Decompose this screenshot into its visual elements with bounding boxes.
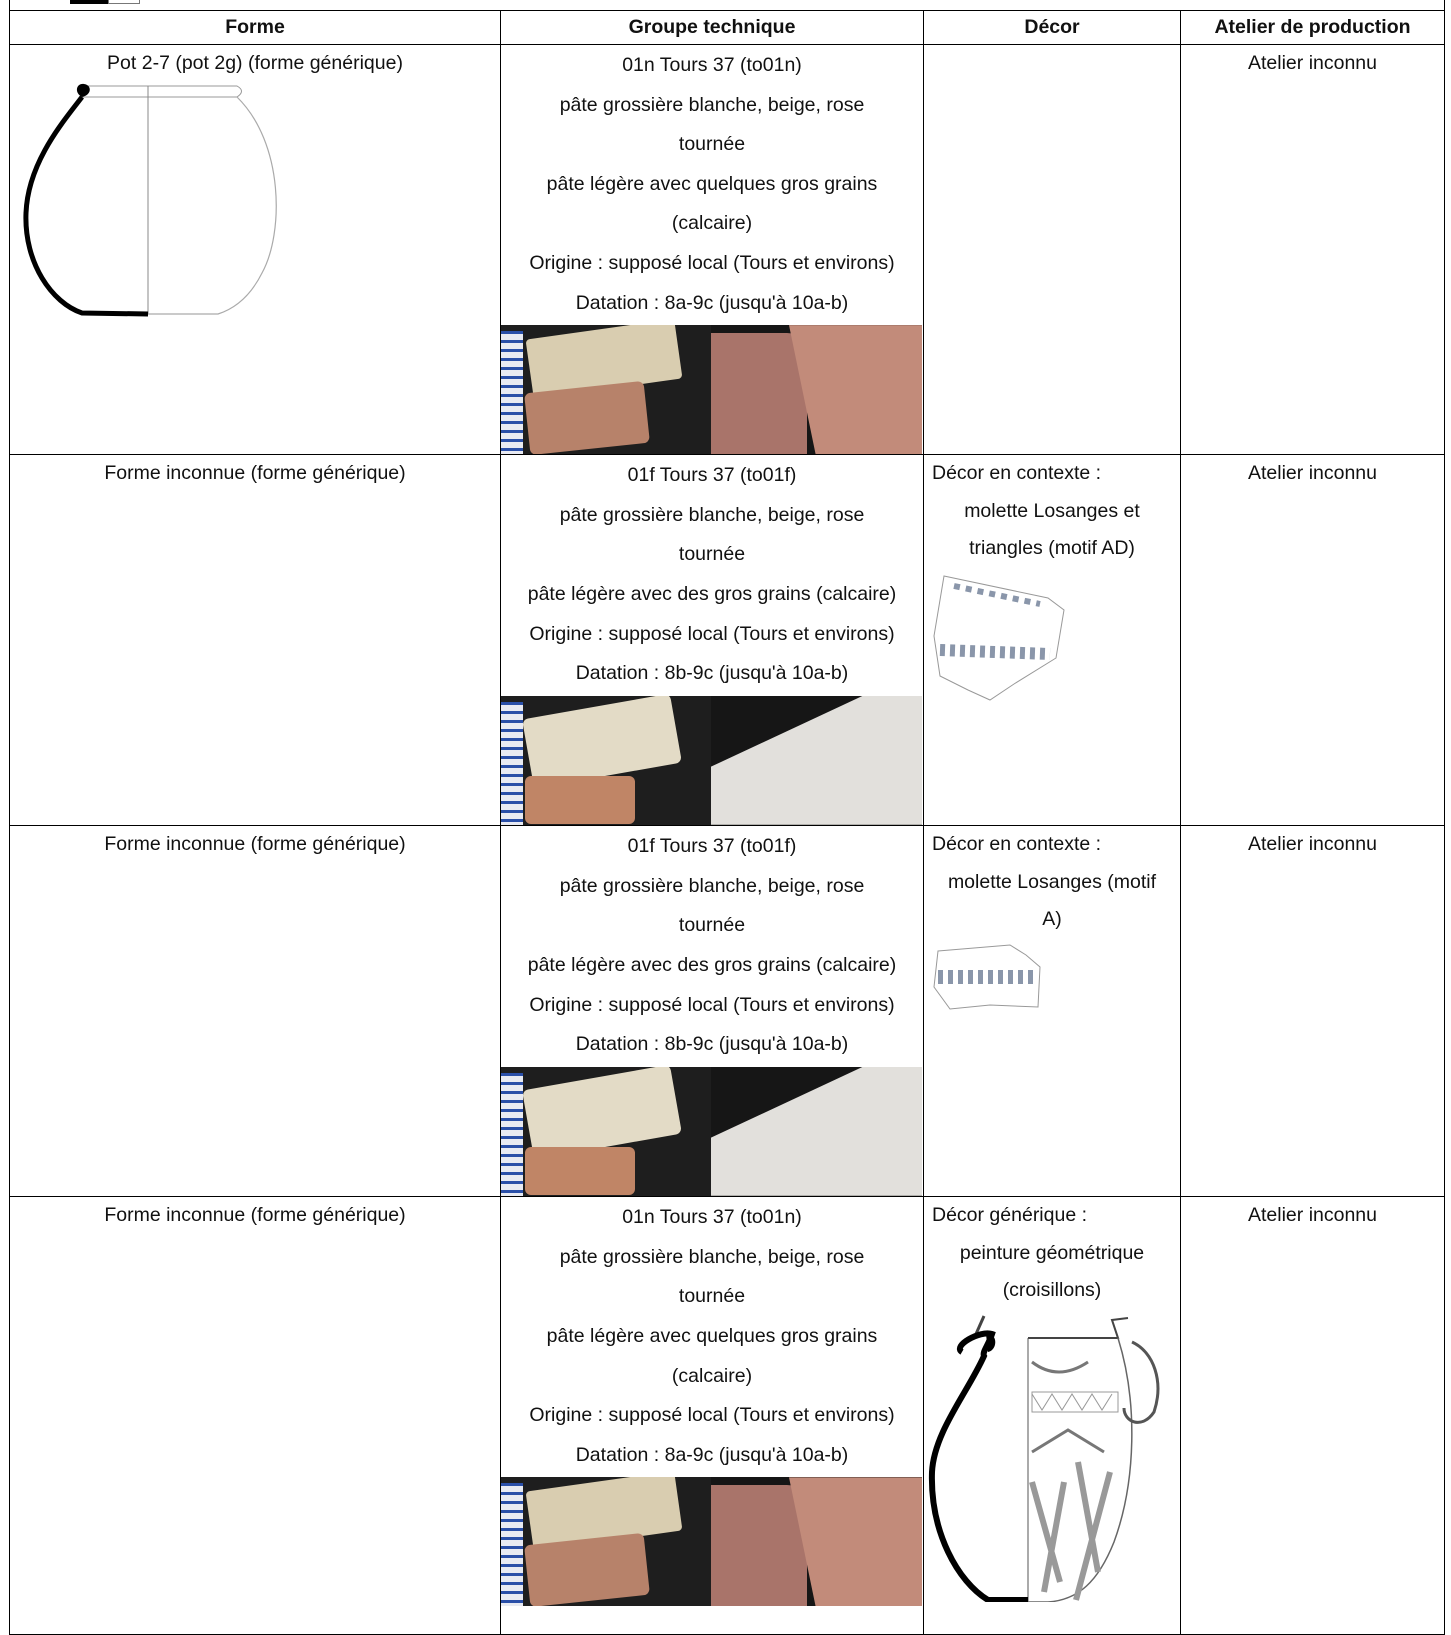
groupe-line: tournée bbox=[678, 914, 746, 937]
groupe-line: pâte grossière blanche, beige, rose bbox=[559, 503, 865, 526]
groupe-line: Origine : supposé local (Tours et environs) bbox=[529, 251, 895, 274]
cell-atelier bbox=[1181, 826, 1445, 1197]
groupe-line: 01f Tours 37 (to01f) bbox=[627, 464, 797, 487]
groupe-line: pâte grossière blanche, beige, rose bbox=[559, 874, 865, 897]
cell-forme bbox=[10, 455, 501, 826]
decor-line: (croisillons) bbox=[1002, 1279, 1102, 1302]
top-strip bbox=[9, 0, 1445, 10]
cell-groupe-technique bbox=[501, 826, 924, 1197]
groupe-line: 01n Tours 37 (to01n) bbox=[622, 1206, 802, 1229]
groupe-line: pâte légère avec des gros grains (calcaire) bbox=[527, 953, 897, 976]
scale-bar bbox=[501, 1073, 523, 1196]
cell-groupe-technique bbox=[501, 455, 924, 826]
groupe-line: Origine : supposé local (Tours et environs) bbox=[529, 993, 895, 1016]
fabric-section-photo bbox=[501, 696, 711, 825]
fabric-section-photo bbox=[501, 1477, 711, 1606]
decor-line: Décor générique : bbox=[932, 1204, 1088, 1227]
fabric-photos bbox=[501, 696, 922, 825]
groupe-line: pâte légère avec quelques gros grains bbox=[546, 1324, 878, 1347]
fabric-photos bbox=[501, 1477, 922, 1606]
groupe-line: Datation : 8a-9c (jusqu'à 10a-b) bbox=[575, 291, 849, 314]
cell-forme bbox=[10, 45, 501, 455]
fabric-section-photo bbox=[501, 1067, 711, 1196]
cell-atelier bbox=[1181, 1197, 1445, 1635]
table-row bbox=[10, 1197, 1445, 1635]
scale-bar bbox=[501, 702, 523, 825]
scale-logo bbox=[70, 0, 140, 4]
header-groupe-technique: Groupe technique bbox=[501, 11, 924, 45]
fabric-surface-photo bbox=[711, 325, 922, 454]
forme-label: Forme inconnue (forme générique) bbox=[104, 462, 406, 485]
atelier-label: Atelier inconnu bbox=[1248, 1204, 1377, 1227]
groupe-line: pâte légère avec des gros grains (calcaire) bbox=[527, 582, 897, 605]
cell-groupe-technique bbox=[501, 45, 924, 455]
groupe-line: (calcaire) bbox=[671, 212, 753, 235]
groupe-line: Datation : 8b-9c (jusqu'à 10a-b) bbox=[575, 1033, 849, 1056]
fabric-surface-photo bbox=[711, 696, 922, 825]
groupe-line: Origine : supposé local (Tours et environs) bbox=[529, 622, 895, 645]
cell-decor bbox=[924, 45, 1181, 455]
scale-bar bbox=[501, 1483, 523, 1606]
decor-line: Décor en contexte : bbox=[932, 462, 1102, 485]
cell-forme bbox=[10, 1197, 501, 1635]
atelier-label: Atelier inconnu bbox=[1248, 462, 1377, 485]
groupe-line: pâte grossière blanche, beige, rose bbox=[559, 1245, 865, 1268]
decor-line: triangles (motif AD) bbox=[969, 537, 1135, 560]
ceramics-table bbox=[9, 10, 1445, 1635]
table-row bbox=[10, 45, 1445, 455]
cell-groupe-technique bbox=[501, 1197, 924, 1635]
cell-atelier bbox=[1181, 45, 1445, 455]
groupe-line: 01n Tours 37 (to01n) bbox=[622, 54, 802, 76]
decor-line: molette Losanges (motif bbox=[947, 870, 1157, 893]
fabric-photos bbox=[501, 325, 922, 454]
groupe-line: tournée bbox=[678, 1285, 746, 1308]
groupe-line: tournée bbox=[678, 543, 746, 566]
decor-line: A) bbox=[1042, 908, 1062, 931]
atelier-label: Atelier inconnu bbox=[1248, 52, 1377, 74]
forme-label: Forme inconnue (forme générique) bbox=[104, 1204, 406, 1227]
table-row bbox=[10, 455, 1445, 826]
fabric-section-photo bbox=[501, 325, 711, 454]
decor-sherd-drawing bbox=[930, 572, 1070, 707]
cell-decor bbox=[924, 1197, 1181, 1635]
header-decor: Décor bbox=[924, 11, 1181, 45]
groupe-line: pâte grossière blanche, beige, rose bbox=[559, 93, 865, 116]
cell-atelier bbox=[1181, 455, 1445, 826]
cell-decor bbox=[924, 826, 1181, 1197]
scale-bar bbox=[501, 331, 523, 454]
jug-profile-drawing bbox=[928, 1312, 1168, 1602]
cell-forme bbox=[10, 826, 501, 1197]
groupe-line: tournée bbox=[678, 133, 746, 156]
decor-sherd-drawing bbox=[930, 943, 1045, 1015]
pot-profile-drawing bbox=[22, 83, 282, 318]
fabric-surface-photo bbox=[711, 1067, 922, 1196]
atelier-label: Atelier inconnu bbox=[1248, 833, 1377, 856]
groupe-line: 01f Tours 37 (to01f) bbox=[627, 835, 797, 858]
groupe-line: (calcaire) bbox=[671, 1364, 753, 1387]
header-forme: Forme bbox=[10, 11, 501, 45]
decor-line: peinture géométrique bbox=[959, 1241, 1145, 1264]
header-atelier: Atelier de production bbox=[1181, 11, 1445, 45]
decor-line: molette Losanges et bbox=[964, 499, 1140, 522]
header-row bbox=[10, 11, 1445, 45]
fabric-photos bbox=[501, 1067, 922, 1196]
forme-label: Forme inconnue (forme générique) bbox=[104, 833, 406, 856]
decor-line: Décor en contexte : bbox=[932, 833, 1102, 856]
groupe-line: Datation : 8b-9c (jusqu'à 10a-b) bbox=[575, 662, 849, 685]
groupe-line: Origine : supposé local (Tours et environs) bbox=[529, 1404, 895, 1427]
groupe-line: pâte légère avec quelques gros grains bbox=[546, 172, 878, 195]
table-row bbox=[10, 826, 1445, 1197]
forme-label: Pot 2-7 (pot 2g) (forme générique) bbox=[107, 52, 403, 74]
groupe-line: Datation : 8a-9c (jusqu'à 10a-b) bbox=[575, 1443, 849, 1466]
cell-decor bbox=[924, 455, 1181, 826]
fabric-surface-photo bbox=[711, 1477, 922, 1606]
